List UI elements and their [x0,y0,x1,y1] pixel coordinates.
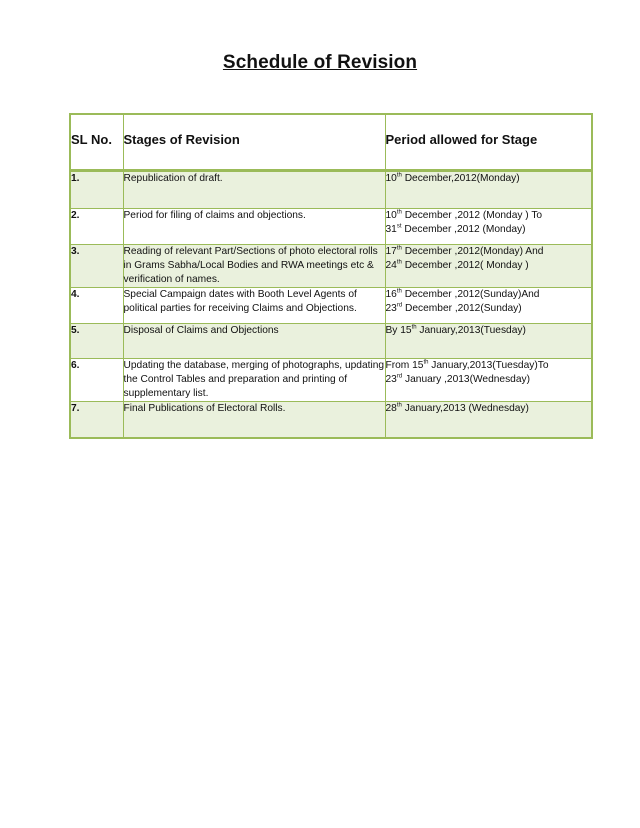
period-line: 24th December ,2012( Monday ) [385,259,529,271]
period-line: From 15th January,2013(Tuesday)To [385,359,549,371]
stage-cell: Updating the database, merging of photographs, updating the Control Tables and preparation and printing of supplementary list. [123,358,385,401]
period-line: 16th December ,2012(Sunday)And [385,288,540,300]
table-row [70,287,592,323]
sl-number-cell: 2. [70,208,123,244]
period-line: 31st December ,2012 (Monday) [385,223,526,235]
sl-number-cell: 7. [70,401,123,438]
schedule-table [69,113,593,439]
table-row [70,244,592,287]
sl-number-cell: 3. [70,244,123,287]
period-cell [385,170,592,208]
header-stages: Stages of Revision [123,114,385,170]
period-line: 10th December ,2012 (Monday ) To [385,209,543,221]
header-period: Period allowed for Stage [385,114,592,170]
period-line: 23rd December ,2012(Sunday) [385,302,522,314]
period-cell [385,358,592,401]
stage-cell: Period for filing of claims and objections. [123,208,385,244]
table-row [70,323,592,358]
period-line: By 15th January,2013(Tuesday) [385,324,526,336]
period-line: 10th December,2012(Monday) [385,172,520,184]
stage-cell: Disposal of Claims and Objections [123,323,385,358]
table-row [70,358,592,401]
period-line: 28th January,2013 (Wednesday) [385,402,529,414]
page-title: Schedule of Revision [222,52,418,73]
stage-cell: Reading of relevant Part/Sections of photo electoral rolls in Grams Sabha/Local Bodies and RWA meetings etc & verification of names. [123,244,385,287]
stage-cell: Special Campaign dates with Booth Level Agents of political parties for receiving Claims and Objections. [123,287,385,323]
period-cell [385,244,592,287]
sl-number-cell: 1. [70,170,123,208]
header-sl-no: SL No. [70,114,123,170]
stage-cell: Final Publications of Electoral Rolls. [123,401,385,438]
sl-number-cell: 4. [70,287,123,323]
stage-cell: Republication of draft. [123,170,385,208]
table-row [70,170,592,208]
period-line: 17th December ,2012(Monday) And [385,245,544,257]
period-cell [385,323,592,358]
table-header-row [70,114,592,170]
sl-number-cell: 6. [70,358,123,401]
table-row [70,401,592,438]
period-cell [385,401,592,438]
sl-number-cell: 5. [70,323,123,358]
period-cell [385,287,592,323]
period-line: 23rd January ,2013(Wednesday) [385,373,530,385]
period-cell [385,208,592,244]
table-row [70,208,592,244]
